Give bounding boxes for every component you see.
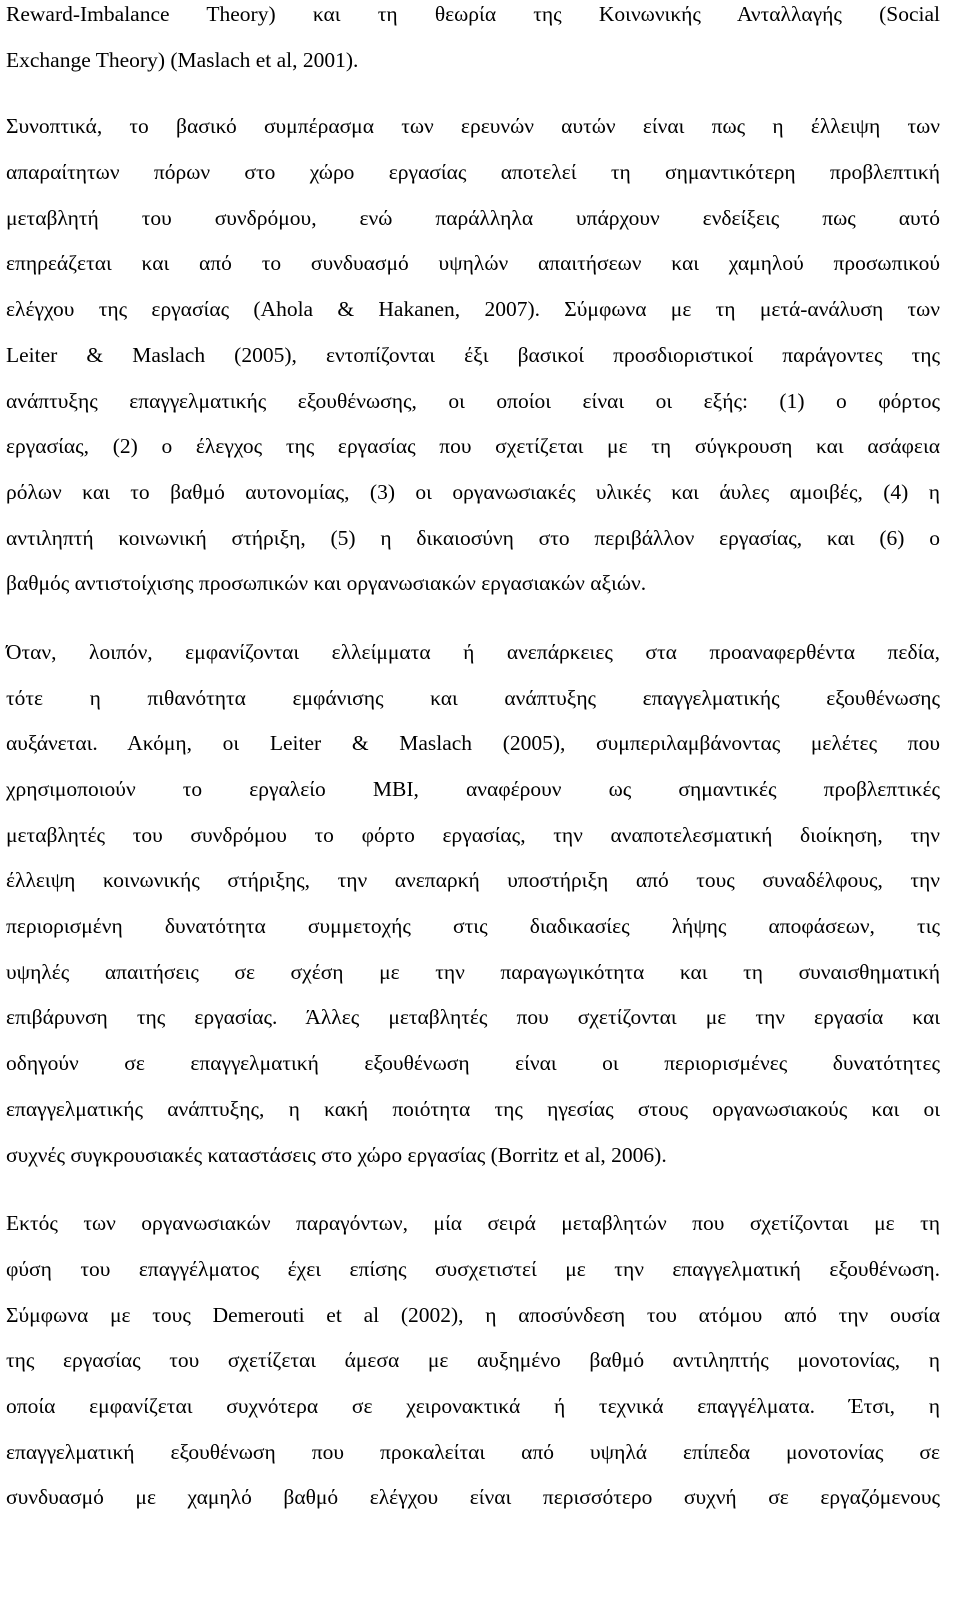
- text-line: μεταβλητή του συνδρόμου, ενώ παράλληλα υπάρχουν ενδείξεις πως αυτό: [6, 205, 940, 230]
- text-line: επαγγελματική εξουθένωση που προκαλείται από υψηλά επίπεδα μονοτονίας σε: [6, 1439, 940, 1464]
- text-line: περιορισμένη δυνατότητα συμμετοχής στις διαδικασίες λήψης αποφάσεων, τις: [6, 914, 940, 939]
- text-line: Reward-Imbalance Theory) και τη θεωρία της Κοινωνικής Ανταλλαγής (Social: [6, 2, 940, 26]
- text-line: οδηγούν σε επαγγελματική εξουθένωση είναι οι περιορισμένες δυνατότητες: [6, 1051, 940, 1076]
- text-line: μεταβλητές του συνδρόμου το φόρτο εργασίας, την αναποτελεσματική διοίκηση, την: [6, 822, 940, 847]
- text-line: φύση του επαγγέλματος έχει επίσης συσχετιστεί με την επαγγελματική εξουθένωση.: [6, 1256, 940, 1281]
- text-line: επηρεάζεται και από το συνδυασμό υψηλών απαιτήσεων και χαμηλού προσωπικού: [6, 251, 940, 276]
- text-line: ρόλων και το βαθμό αυτονομίας, (3) οι οργανωσιακές υλικές και άυλες αμοιβές, (4) η: [6, 479, 940, 504]
- text-line: επιβάρυνση της εργασίας. Άλλες μεταβλητές που σχετίζονται με την εργασία και: [6, 1005, 940, 1030]
- paragraph-4: [6, 1201, 940, 1521]
- text-line: αυξάνεται. Ακόμη, οι Leiter & Maslach (2005), συμπεριλαμβάνοντας μελέτες που: [6, 731, 940, 756]
- text-line: ελέγχου της εργασίας (Ahola & Hakanen, 2007). Σύμφωνα με τη μετά-ανάλυση των: [6, 297, 940, 322]
- text-line: έλλειψη κοινωνικής στήριξης, την ανεπαρκή υποστήριξη από τους συναδέλφους, την: [6, 868, 940, 893]
- text-line: συνδυασμό με χαμηλό βαθμό ελέγχου είναι περισσότερο συχνή σε εργαζόμενους: [6, 1485, 940, 1510]
- text-line: αντιληπτή κοινωνική στήριξη, (5) η δικαιοσύνη στο περιβάλλον εργασίας, και (6) ο: [6, 525, 940, 550]
- text-line: εργασίας, (2) ο έλεγχος της εργασίας που σχετίζεται με τη σύγκρουση και ασάφεια: [6, 434, 940, 459]
- paragraph-3: [6, 630, 940, 1178]
- text-line: Leiter & Maslach (2005), εντοπίζονται έξι βασικοί προσδιοριστικοί παράγοντες της: [6, 342, 940, 367]
- text-line: Όταν, λοιπόν, εμφανίζονται ελλείμματα ή ανεπάρκειες στα προαναφερθέντα πεδία,: [6, 639, 940, 664]
- text-line: οποία εμφανίζεται συχνότερα σε χειρονακτικά ή τεχνικά επαγγέλματα. Έτσι, η: [6, 1393, 940, 1418]
- text-line: Εκτός των οργανωσιακών παραγόντων, μία σειρά μεταβλητών που σχετίζονται με τη: [6, 1211, 940, 1236]
- text-line: συχνές συγκρουσιακές καταστάσεις στο χώρο εργασίας (Borritz et al, 2006).: [6, 1142, 667, 1167]
- text-line: ανάπτυξης επαγγελματικής εξουθένωσης, οι οποίοι είναι οι εξής: (1) ο φόρτος: [6, 388, 940, 413]
- text-line: βαθμός αντιστοίχισης προσωπικών και οργανωσιακών εργασιακών αξιών.: [6, 571, 647, 596]
- paragraph-2: [6, 104, 940, 607]
- text-line: απαραίτητων πόρων στο χώρο εργασίας αποτελεί τη σημαντικότερη προβλεπτική: [6, 160, 940, 185]
- text-line: τότε η πιθανότητα εμφάνισης και ανάπτυξης επαγγελματικής εξουθένωσης: [6, 685, 940, 710]
- text-line: Exchange Theory) (Maslach et al, 2001).: [6, 47, 359, 72]
- text-line: επαγγελματικής ανάπτυξης, η κακή ποιότητα της ηγεσίας στους οργανωσιακούς και οι: [6, 1096, 940, 1121]
- text-line: υψηλές απαιτήσεις σε σχέση με την παραγωγικότητα και τη συναισθηματική: [6, 959, 940, 984]
- text-line: χρησιμοποιούν το εργαλείο MBI, αναφέρουν ως σημαντικές προβλεπτικές: [6, 777, 940, 801]
- document-page: [6, 0, 940, 1521]
- text-line: Σύμφωνα με τους Demerouti et al (2002), η αποσύνδεση του ατόμου από την ουσία: [6, 1302, 940, 1327]
- text-line: Συνοπτικά, το βασικό συμπέρασμα των ερευνών αυτών είναι πως η έλλειψη των: [6, 114, 940, 139]
- text-line: της εργασίας του σχετίζεται άμεσα με αυξημένο βαθμό αντιληπτής μονοτονίας, η: [6, 1348, 940, 1373]
- paragraph-1: [6, 0, 940, 83]
